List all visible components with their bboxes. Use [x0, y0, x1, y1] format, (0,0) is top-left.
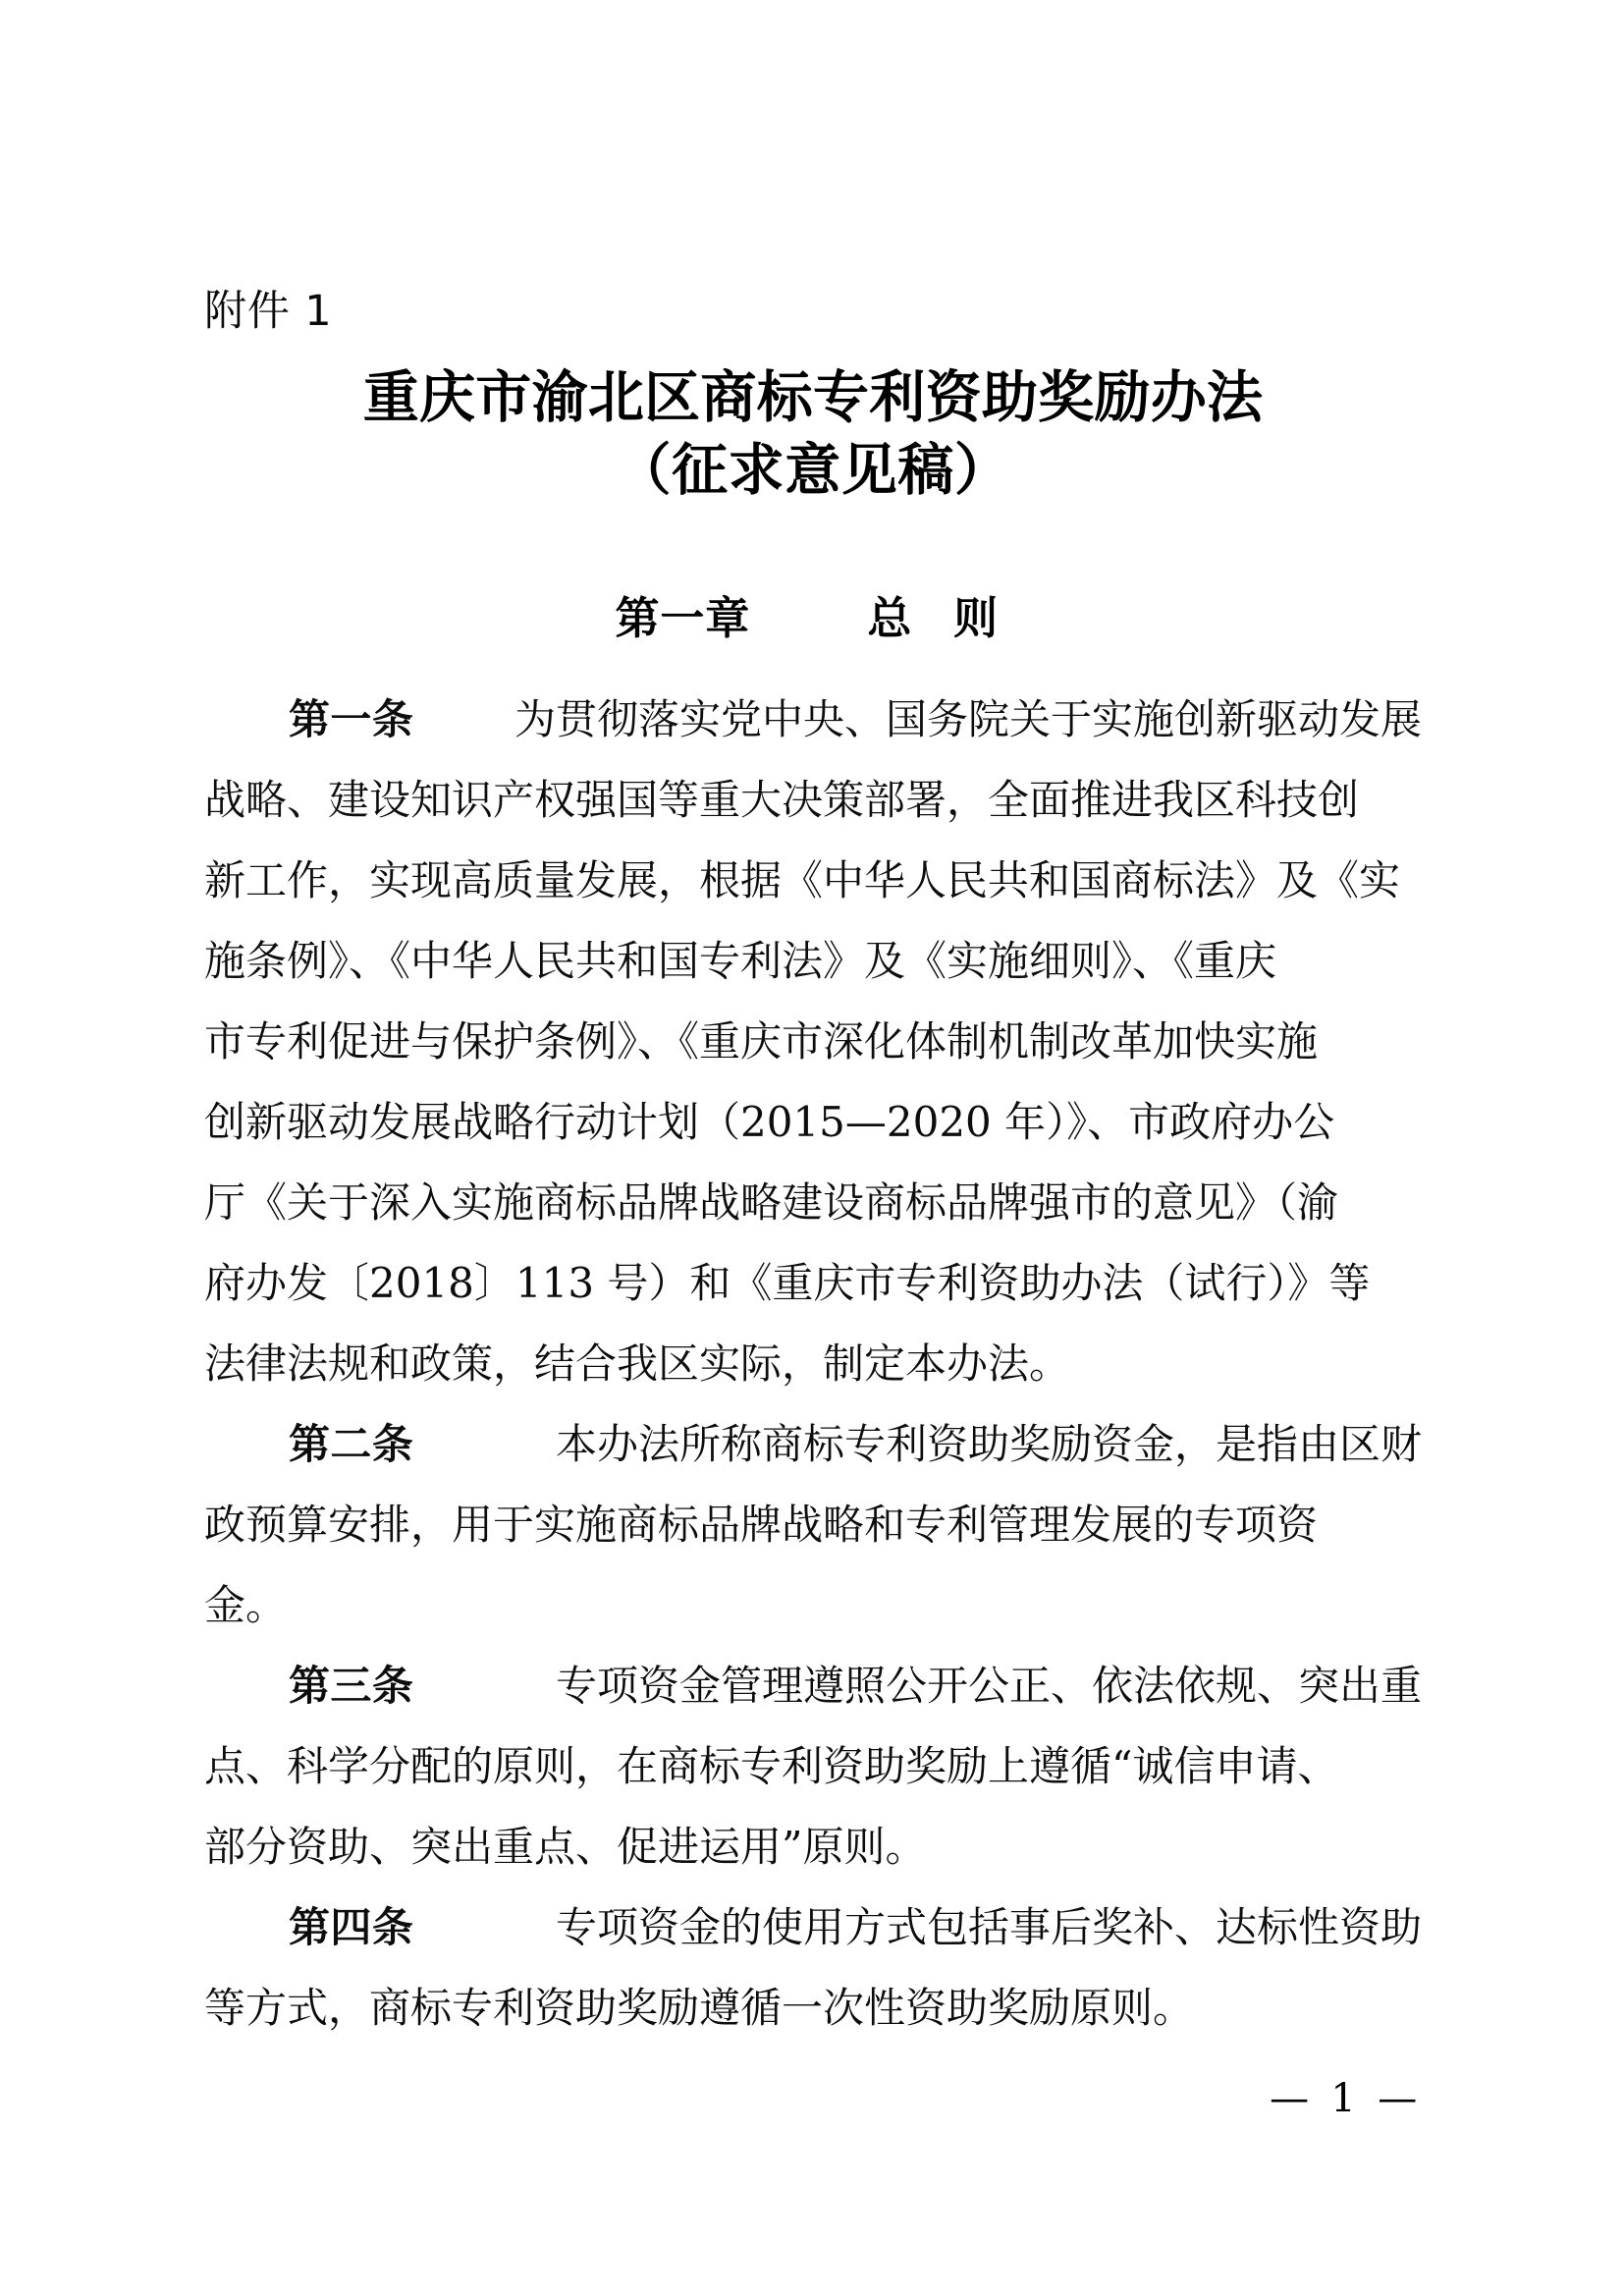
article-line — [204, 1404, 1422, 1485]
article-line — [204, 1887, 1422, 1968]
chapter-name: 总 则 — [867, 592, 1011, 644]
article-2-number: 第二条 — [289, 1420, 414, 1468]
document-title — [204, 361, 1422, 507]
article-line — [204, 1646, 1422, 1726]
article-line-text: 施条例》、《中华人民共和国专利法》及《实施细则》、《重庆 — [204, 937, 1277, 985]
article-3-number: 第三条 — [289, 1662, 414, 1710]
article-4 — [204, 1887, 1422, 2049]
article-line-text: 点、科学分配的原则，在商标专利资助奖励上遵循“诚信申请、 — [204, 1742, 1339, 1790]
article-line — [204, 1726, 1422, 1807]
chapter-heading — [204, 589, 1422, 648]
article-line-text: 为贯彻落实党中央、国务院关于实施创新驱动发展 — [514, 695, 1422, 743]
article-1 — [204, 680, 1422, 1404]
article-line — [204, 1163, 1422, 1243]
article-line — [204, 841, 1422, 921]
article-line-text: 战略、建设知识产权强国等重大决策部署，全面推进我区科技创 — [204, 776, 1360, 824]
article-line-text: 市专利促进与保护条例》、《重庆市深化体制机制改革加快实施 — [204, 1017, 1319, 1066]
chapter-number: 第一章 — [615, 592, 751, 644]
article-line — [204, 1082, 1422, 1163]
article-line: 法律法规和政策，结合我区实际，制定本办法。 — [204, 1339, 1071, 1388]
attachment-label: 附件 1 — [204, 287, 333, 336]
article-line — [204, 921, 1422, 1002]
article-line-text: 专项资金管理遵照公开公正、依法依规、突出重 — [555, 1662, 1422, 1710]
article-line-text: 厅《关于深入实施商标品牌战略建设商标品牌强市的意见》（渝 — [204, 1178, 1339, 1227]
article-line-text: 本办法所称商标专利资助奖励资金，是指由区财 — [555, 1420, 1422, 1468]
article-4-number: 第四条 — [289, 1903, 414, 1951]
article-line-text: 新工作，实现高质量发展，根据《中华人民共和国商标法》及《实 — [204, 856, 1401, 904]
article-line-text: 府办发〔2018〕113 号）和《重庆市专利资助办法（试行）》等 — [204, 1259, 1371, 1307]
article-line: 等方式，商标专利资助奖励遵循一次性资助奖励原则。 — [204, 1984, 1195, 2032]
article-1-number: 第一条 — [289, 695, 414, 743]
article-line-text: 创新驱动发展战略行动计划（2015—2020 年）》、市政府办公 — [204, 1098, 1335, 1146]
document-title-main: 重庆市渝北区商标专利资助奖励办法 — [362, 364, 1264, 430]
article-line — [204, 680, 1422, 760]
document-title-subtitle: （征求意见稿） — [615, 437, 1011, 503]
article-2 — [204, 1404, 1422, 1646]
article-line: 部分资助、突出重点、促进运用”原则。 — [204, 1823, 927, 1871]
article-line: 金。 — [204, 1581, 288, 1629]
article-line — [204, 1243, 1422, 1324]
article-line — [204, 1002, 1422, 1082]
article-line — [204, 760, 1422, 841]
article-line — [204, 1485, 1422, 1565]
page-content-column — [204, 0, 1422, 2296]
article-list — [204, 680, 1422, 2049]
article-line-text: 政预算安排，用于实施商标品牌战略和专利管理发展的专项资 — [204, 1501, 1319, 1549]
page-number: — 1 — — [1270, 2076, 1422, 2121]
article-3 — [204, 1646, 1422, 1887]
article-line-text: 专项资金的使用方式包括事后奖补、达标性资助 — [555, 1903, 1422, 1951]
